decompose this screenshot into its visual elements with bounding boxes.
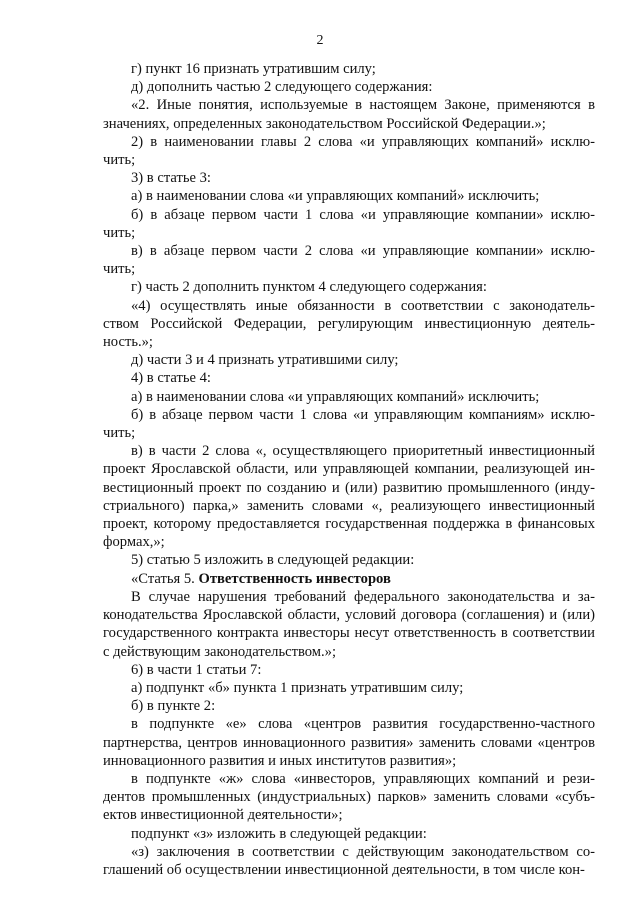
text-line: чить; xyxy=(103,152,136,169)
paragraph xyxy=(103,297,595,352)
paragraph xyxy=(103,715,595,770)
text-line: чить; xyxy=(103,224,136,241)
paragraph xyxy=(103,588,595,661)
text-line: г) пункт 16 признать утратившим силу; xyxy=(131,61,376,77)
text-line: инновационного развития и иных институтов развития»; xyxy=(103,752,457,769)
text-line: дентов промышленных (индустриальных) парков» заменить словами «субъ- xyxy=(103,789,595,806)
paragraph xyxy=(103,770,595,825)
paragraph xyxy=(103,442,595,551)
paragraph xyxy=(103,60,595,78)
text-line: б) в абзаце первом части 1 слова «и управляющим компаниям» исклю- xyxy=(131,406,595,423)
article-heading xyxy=(103,570,595,588)
text-line: 4) в статье 4: xyxy=(131,370,211,387)
text-line: государственного контракта инвесторы несут ответственность в соответствии xyxy=(103,625,595,642)
paragraph xyxy=(103,187,595,205)
paragraph xyxy=(103,843,595,879)
text-line: а) в наименовании слова «и управляющих компаний» исключить; xyxy=(131,388,540,405)
text-line: «2. Иные понятия, используемые в настоящем Законе, применяются в xyxy=(131,97,595,114)
text-line: партнерства, центров инновационного развития» заменить словами «центров xyxy=(103,734,595,751)
text-line: г) часть 2 дополнить пунктом 4 следующего содержания: xyxy=(131,279,487,296)
paragraph xyxy=(103,133,595,169)
article-heading-prefix: «Статья 5. xyxy=(131,570,199,587)
text-line: В случае нарушения требований федерального законодательства и за- xyxy=(131,588,595,605)
text-line: б) в пункте 2: xyxy=(131,698,216,715)
text-line: ность.»; xyxy=(103,334,153,351)
paragraph xyxy=(103,406,595,442)
text-line: глашений об осуществлении инвестиционной деятельности, в том числе кон- xyxy=(103,861,585,878)
text-line: а) в наименовании слова «и управляющих компаний» исключить; xyxy=(131,188,540,205)
paragraph xyxy=(103,169,595,187)
text-line: 6) в части 1 статьи 7: xyxy=(131,661,262,678)
text-line: в подпункте «ж» слова «инвесторов, управляющих компаний и рези- xyxy=(131,770,595,787)
paragraph xyxy=(103,78,595,96)
paragraph xyxy=(103,351,595,369)
paragraph xyxy=(103,96,595,132)
article-heading-title: Ответственность инвесторов xyxy=(198,570,391,587)
text-line: чить; xyxy=(103,425,136,442)
paragraph xyxy=(103,388,595,406)
text-line: 5) статью 5 изложить в следующей редакции: xyxy=(131,552,415,569)
text-line: чить; xyxy=(103,261,136,278)
text-line: 2) в наименовании главы 2 слова «и управляющих компаний» исклю- xyxy=(131,133,595,150)
paragraph xyxy=(103,242,595,278)
text-line: значениях, определенных законодательством Российской Федерации.»; xyxy=(103,115,546,132)
text-line: вестиционный проект по созданию и (или) развитию промышленного (инду- xyxy=(103,479,595,496)
document-body xyxy=(103,60,595,879)
paragraph xyxy=(103,679,595,697)
text-line: а) подпункт «б» пункта 1 признать утратившим силу; xyxy=(131,679,464,696)
text-line: в подпункте «е» слова «центров развития государственно-частного xyxy=(131,716,595,733)
text-line: в) в части 2 слова «, осуществляющего приоритетный инвестиционный xyxy=(131,443,595,460)
text-line: конодательства Ярославской области, условий договора (соглашения) и (или) xyxy=(103,607,595,624)
text-line: подпункт «з» изложить в следующей редакции: xyxy=(131,825,427,842)
paragraph xyxy=(103,206,595,242)
text-line: ектов инвестиционной деятельности»; xyxy=(103,807,343,824)
text-line: в) в абзаце первом части 2 слова «и управляющие компании» исклю- xyxy=(131,243,595,260)
text-line: с действующим законодательством.»; xyxy=(103,643,337,660)
paragraph xyxy=(103,369,595,387)
text-line: д) дополнить частью 2 следующего содержания: xyxy=(131,79,433,96)
text-line: стриального) парка,» заменить словами «, реализующего инвестиционный xyxy=(103,497,595,514)
text-line: «з) заключения в соответствии с действующим законодательством со- xyxy=(131,843,595,860)
paragraph xyxy=(103,697,595,715)
text-line xyxy=(103,570,595,588)
text-line: «4) осуществлять иные обязанности в соответствии с законодатель- xyxy=(131,297,595,314)
text-line: д) части 3 и 4 признать утратившими силу; xyxy=(131,352,399,369)
text-line: проект, которому предоставляется государственная поддержка в финансовых xyxy=(103,516,595,533)
text-line: формах,»; xyxy=(103,534,165,551)
paragraph xyxy=(103,825,595,843)
paragraph xyxy=(103,551,595,569)
paragraph xyxy=(103,278,595,296)
paragraph xyxy=(103,661,595,679)
text-line: ством Российской Федерации, регулирующим инвестиционную деятель- xyxy=(103,315,595,332)
text-line: б) в абзаце первом части 1 слова «и управляющие компании» исклю- xyxy=(131,206,595,223)
text-line: проект Ярославской области, или управляющей компании, реализующей ин- xyxy=(103,461,595,478)
text-line: 3) в статье 3: xyxy=(131,170,211,187)
page-number: 2 xyxy=(316,33,324,48)
